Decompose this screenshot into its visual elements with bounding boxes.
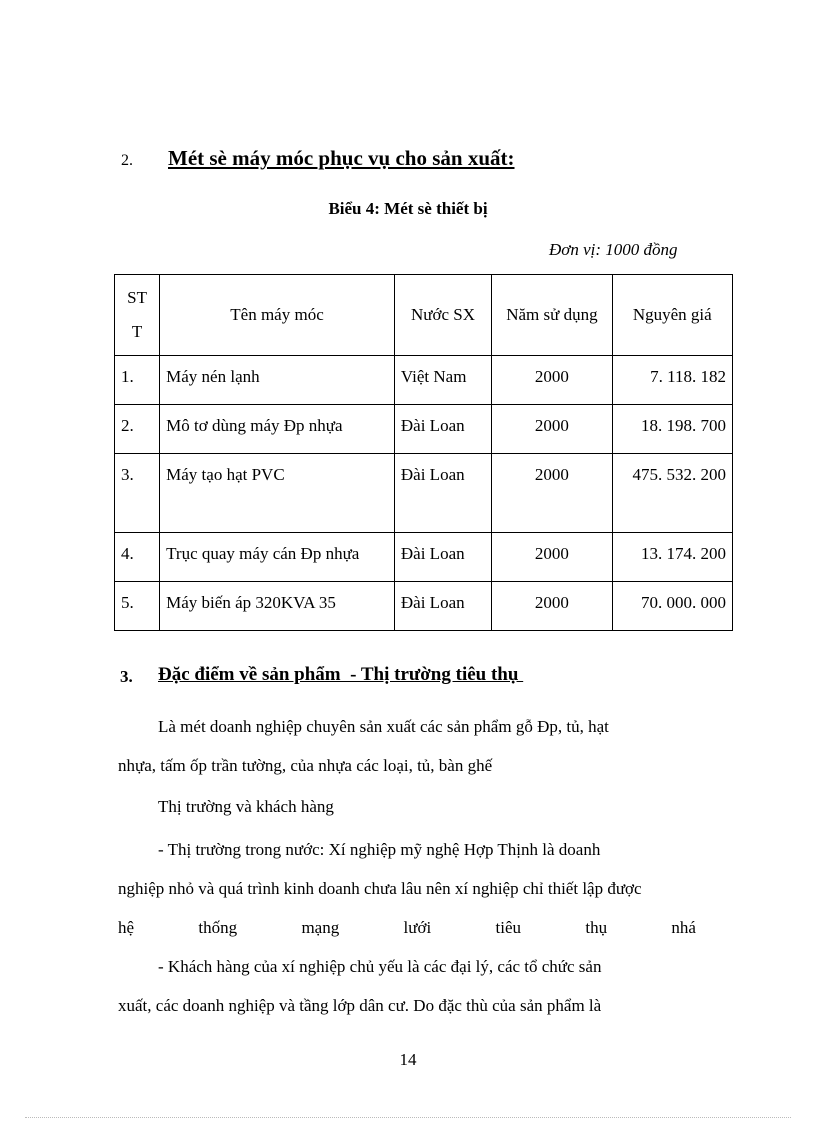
word: tiêu — [495, 918, 522, 937]
page-bottom-rule — [25, 1117, 791, 1118]
cell-name: Mô tơ dùng máy Ðp nhựa — [160, 405, 395, 454]
cell-country: Đài Loan — [394, 454, 491, 533]
cell-stt: 2. — [115, 405, 160, 454]
unit-note: Đơn vị: 1000 đồng — [549, 240, 678, 259]
cell-stt: 3. — [115, 454, 160, 533]
table-row — [115, 582, 733, 631]
paragraph-domestic-market — [118, 830, 696, 947]
word: hệ — [118, 918, 135, 937]
paragraph-line: nhựa, tấm ốp trần tường, của nhựa các loại, tủ, bàn ghế — [118, 756, 493, 775]
section-3-number: 3. — [120, 667, 133, 686]
word: thụ — [585, 918, 608, 937]
cell-year: 2000 — [492, 582, 612, 631]
paragraph-intro — [118, 707, 696, 785]
page-number: 14 — [399, 1050, 417, 1069]
word: thống — [198, 918, 238, 937]
cell-year: 2000 — [492, 356, 612, 405]
cell-price: 70. 000. 000 — [612, 582, 732, 631]
section-2-title: Mét sè máy móc phục vụ cho sản xuất: — [168, 146, 515, 170]
table-row — [115, 405, 733, 454]
cell-price: 475. 532. 200 — [612, 454, 732, 533]
table-caption: Biểu 4: Mét sè thiết bị — [328, 199, 488, 218]
header-price: Nguyên giá — [612, 275, 732, 356]
paragraph-line: xuất, các doanh nghiệp và tầng lớp dân cư. Do đặc thù của sản phẩm là — [118, 996, 602, 1015]
cell-stt: 5. — [115, 582, 160, 631]
cell-stt: 1. — [115, 356, 160, 405]
table-row — [115, 356, 733, 405]
paragraph-line: - Khách hàng của xí nghiệp chủ yếu là các đại lý, các tổ chức sản — [158, 957, 602, 976]
cell-year: 2000 — [492, 405, 612, 454]
cell-price: 7. 118. 182 — [612, 356, 732, 405]
cell-price: 18. 198. 700 — [612, 405, 732, 454]
cell-price: 13. 174. 200 — [612, 533, 732, 582]
word: nhá — [671, 918, 696, 937]
cell-country: Đài Loan — [394, 405, 491, 454]
cell-name: Máy biến áp 320KVA 35 — [160, 582, 395, 631]
cell-stt: 4. — [115, 533, 160, 582]
table-row — [115, 454, 733, 533]
paragraph-line-justified — [118, 908, 696, 947]
section-3-title: Đặc điểm về sản phẩm - Thị trường tiêu thụ — [158, 664, 524, 685]
paragraph-market-heading: Thị trường và khách hàng — [158, 797, 334, 816]
cell-name: Trục quay máy cán Ðp nhựa — [160, 533, 395, 582]
paragraph-line: Là mét doanh nghiệp chuyên sản xuất các sản phẩm gỗ Ðp, tủ, hạt — [158, 717, 609, 736]
cell-country: Việt Nam — [394, 356, 491, 405]
table-header-row — [115, 275, 733, 356]
word: mạng — [301, 918, 340, 937]
header-country: Nước SX — [394, 275, 491, 356]
cell-year: 2000 — [492, 454, 612, 533]
header-machine-name: Tên máy móc — [160, 275, 395, 356]
header-stt: ST T — [115, 275, 160, 356]
cell-country: Đài Loan — [394, 582, 491, 631]
cell-name: Máy tạo hạt PVC — [160, 454, 395, 533]
paragraph-line: nghiệp nhỏ và quá trình kinh doanh chưa lâu nên xí nghiệp chỉ thiết lập được — [118, 879, 642, 898]
paragraph-customers — [118, 947, 696, 1025]
cell-year: 2000 — [492, 533, 612, 582]
paragraph-line: - Thị trường trong nước: Xí nghiệp mỹ nghệ Hợp Thịnh là doanh — [158, 840, 601, 859]
word: lưới — [403, 918, 432, 937]
section-2-number: 2. — [121, 152, 133, 169]
cell-name: Máy nén lạnh — [160, 356, 395, 405]
header-year: Năm sử dụng — [492, 275, 612, 356]
cell-country: Đài Loan — [394, 533, 491, 582]
table-row — [115, 533, 733, 582]
equipment-table — [114, 274, 733, 631]
